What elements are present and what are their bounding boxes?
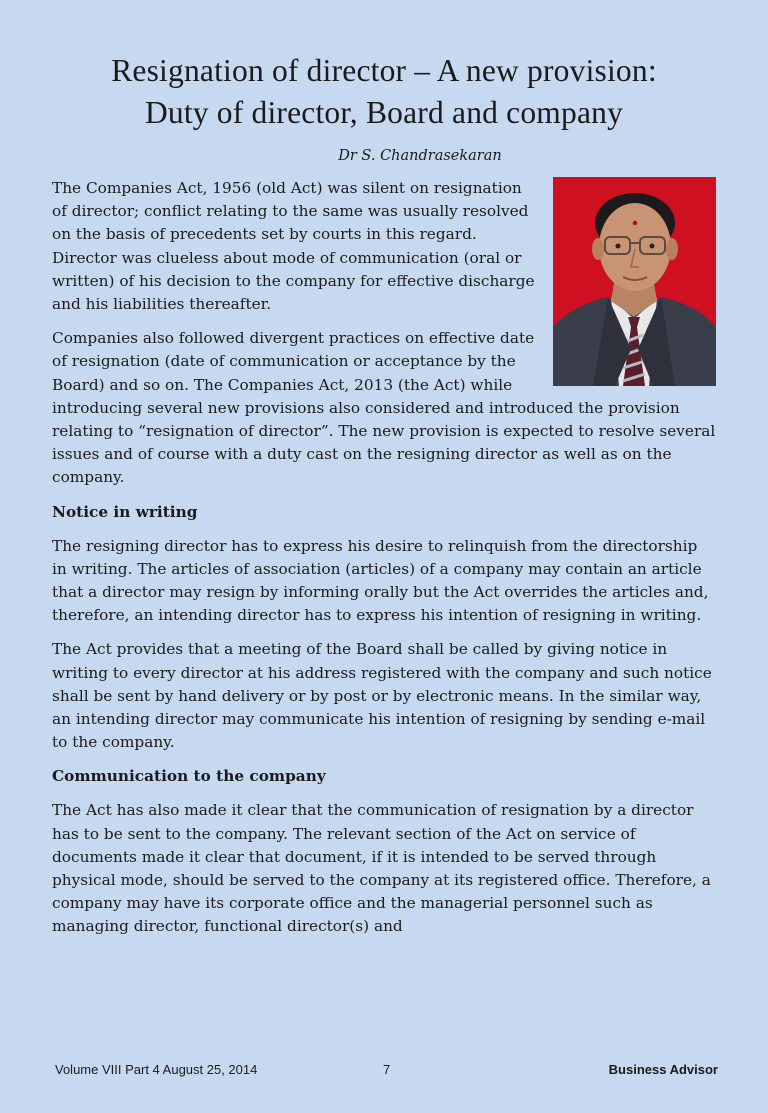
footer-page-number: 7 bbox=[383, 1062, 391, 1077]
article-title bbox=[52, 50, 716, 134]
paragraph-4: The Act provides that a meeting of the Board shall be called by giving notice in writing to every director at his address registered with the company and such notice shall be sent by hand delivery or by post or by electronic means. In the similar way, an intending director may communicate his intention of resigning by sending e-mail to the company. bbox=[52, 640, 712, 752]
title-line-1: Resignation of director – A new provision: bbox=[111, 53, 657, 88]
author-byline: Dr S. Chandrasekaran bbox=[338, 148, 502, 164]
section-heading-communication: Communication to the company bbox=[52, 767, 326, 786]
author-photo bbox=[553, 177, 716, 386]
footer-issue: Volume VIII Part 4 August 25, 2014 bbox=[55, 1062, 258, 1077]
article bbox=[52, 50, 716, 950]
paragraph-1: The Companies Act, 1956 (old Act) was silent on resignation of director; conflict relating to the same was usually resolved on the basis of precedents set by courts in this regard. Director was clueless about mode of communication (oral or written) of his decision to the company for effective discharge and his liabilities thereafter. bbox=[52, 179, 535, 314]
footer-publication: Business Advisor bbox=[608, 1062, 718, 1077]
section-heading-notice: Notice in writing bbox=[52, 502, 198, 521]
page-footer bbox=[55, 1062, 718, 1082]
paragraph-5: The Act has also made it clear that the communication of resignation by a director has to be sent to the company. The relevant section of the Act on service of documents made it clear that document, if it is intended to be served through physical mode, should be served to the company at its registered office. Therefore, a company may have its corporate office and the managerial personnel such as managing director, functional director(s) and bbox=[52, 801, 711, 936]
paragraph-3: The resigning director has to express his desire to relinquish from the directorship in writing. The articles of association (articles) of a company may contain an article that a director may resign by informing orally but the Act overrides the articles and, therefore, an intending director has to express his intention of resigning in writing. bbox=[52, 536, 709, 625]
title-line-2: Duty of director, Board and company bbox=[144, 95, 624, 130]
portrait-image bbox=[553, 177, 716, 386]
paragraph-2: Companies also followed divergent practices on effective date of resignation (date of communication or acceptance by the Board) and so on. The Companies Act, 2013 (the Act) while introducing several new provisions also considered and introduced the provision relating to “resignation of director”. The new provision is expected to resolve several issues and of course with a duty cast on the resigning director as well as on the company. bbox=[52, 329, 716, 487]
